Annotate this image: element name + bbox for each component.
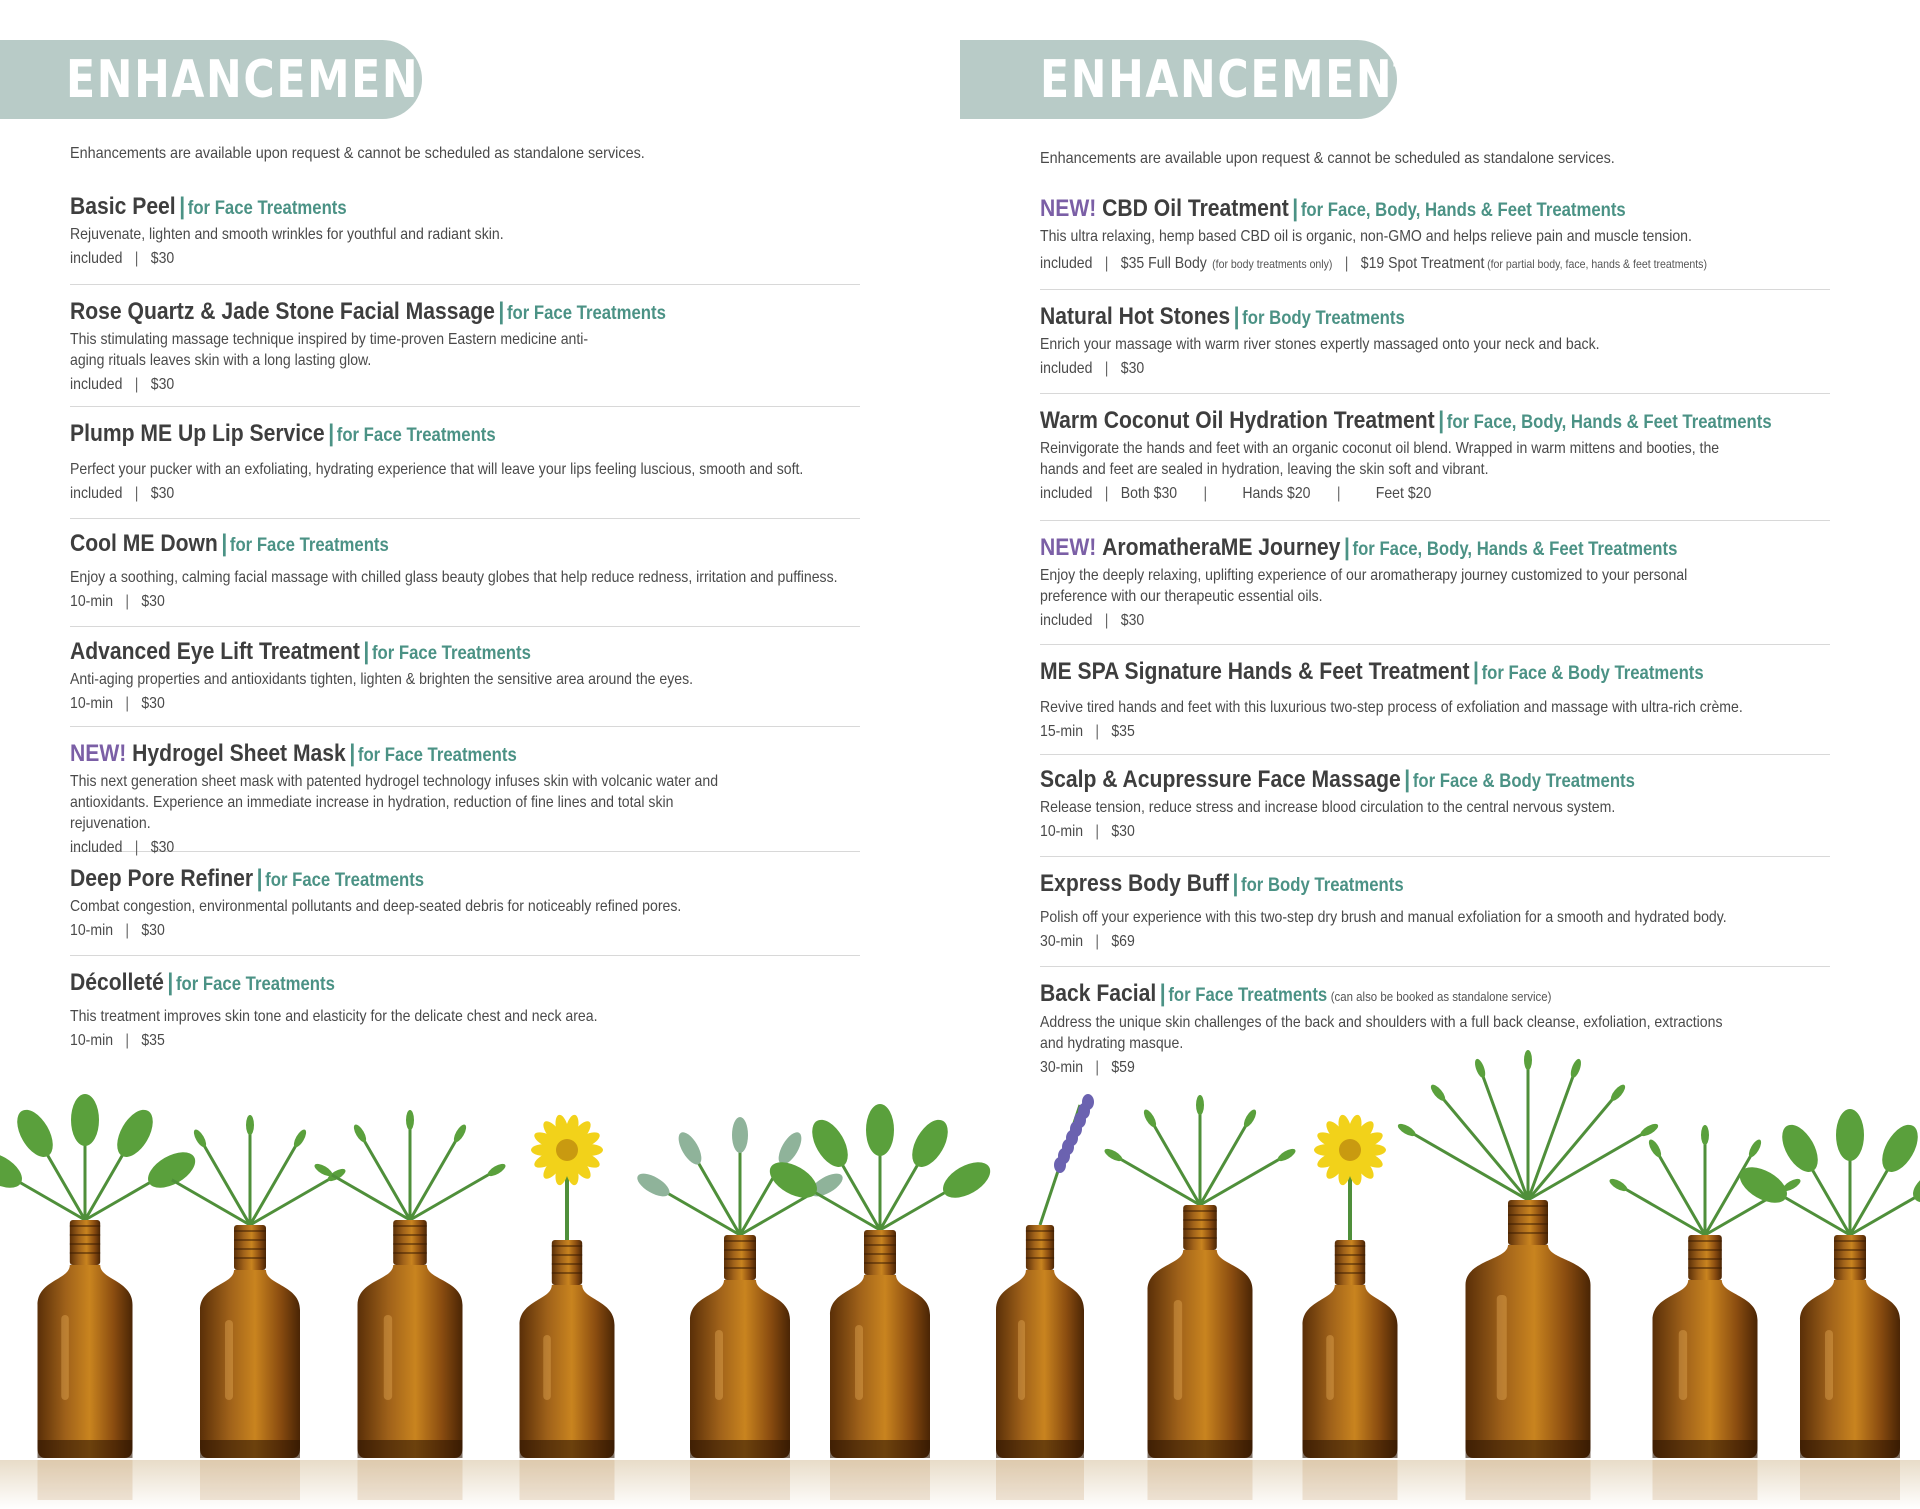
item-category: for Face, Body, Hands & Feet Treatments bbox=[1300, 200, 1626, 221]
list-item: Natural Hot Stones | for Body Treatments Enrich your massage with warm river stones expertly massaged onto your neck and back. included | $30 bbox=[1040, 290, 1830, 394]
item-category: for Face Treatments bbox=[371, 643, 531, 664]
new-badge: NEW! bbox=[1040, 195, 1097, 222]
item-duration: included bbox=[1040, 485, 1093, 502]
intro-text: Enhancements are available upon request & cannot be scheduled as standalone services. bbox=[1040, 150, 1615, 167]
item-duration: included bbox=[1040, 612, 1093, 629]
list-item: Scalp & Acupressure Face Massage | for Face & Body Treatments Release tension, reduce stress and increase blood circulation to the central nervous system. 10-min | $30 bbox=[1040, 755, 1830, 857]
list-item: NEW! Hydrogel Sheet Mask | for Face Treatments This next generation sheet mask with patented hydrogel technology infuses skin with volcanic water and antioxidants. Experience an immediate increase in hydration, reduction of fine lines and total skin rejuvenation. included | $30 bbox=[70, 727, 860, 852]
item-duration: 10-min bbox=[70, 593, 114, 610]
item-category: for Face Treatments bbox=[1168, 985, 1328, 1006]
item-price-hands: Hands $20 bbox=[1242, 485, 1311, 502]
item-name: Plump ME Up Lip Service bbox=[70, 420, 325, 447]
amber-bottle bbox=[1303, 1114, 1398, 1500]
item-price-spot: $19 Spot Treatment bbox=[1360, 255, 1485, 272]
item-category: for Face Treatments bbox=[175, 974, 335, 995]
list-item: Express Body Buff | for Body Treatments Polish off your experience with this two-step dry brush and manual exfoliation for a smooth and hydrated body. 30-min | $69 bbox=[1040, 857, 1830, 967]
item-category: for Face, Body, Hands & Feet Treatments bbox=[1352, 539, 1678, 560]
item-category: for Body Treatments bbox=[1242, 308, 1405, 329]
item-name: CBD Oil Treatment bbox=[1102, 195, 1289, 222]
item-name: Warm Coconut Oil Hydration Treatment bbox=[1040, 407, 1435, 434]
section-banner bbox=[960, 40, 1457, 119]
item-name: Cool ME Down bbox=[70, 530, 218, 557]
list-item: NEW! AromatheraME Journey | for Face, Body, Hands & Feet Treatments Enjoy the deeply relaxing, uplifting experience of our aromatherapy journey customized to your personal preference with our therapeutic essential oils. included | $30 bbox=[1040, 521, 1830, 645]
item-duration: included bbox=[70, 839, 123, 856]
item-name: Scalp & Acupressure Face Massage bbox=[1040, 766, 1401, 793]
item-category: for Face Treatments bbox=[357, 745, 517, 766]
item-price-both: Both $30 bbox=[1120, 485, 1178, 502]
new-badge: NEW! bbox=[70, 740, 127, 767]
flower-plant bbox=[1314, 1114, 1386, 1240]
item-description: Release tension, reduce stress and increase blood circulation to the central nervous system. bbox=[1040, 799, 1616, 816]
leaf-plant bbox=[764, 1104, 996, 1230]
item-category: for Face Treatments bbox=[229, 535, 389, 556]
flower-plant bbox=[531, 1114, 603, 1240]
item-description: Revive tired hands and feet with this luxurious two-step process of exfoliation and massage with ultra-rich crème. bbox=[1040, 699, 1743, 716]
item-price: $30 bbox=[141, 593, 165, 610]
item-name: AromatheraME Journey bbox=[1102, 534, 1341, 561]
amber-bottle bbox=[1103, 1095, 1298, 1500]
item-duration: 10-min bbox=[1040, 823, 1084, 840]
rosemary-plant bbox=[1396, 1050, 1660, 1200]
item-name: Décolleté bbox=[70, 969, 164, 996]
item-price-feet: Feet $20 bbox=[1375, 485, 1432, 502]
item-price: $59 bbox=[1111, 1059, 1135, 1076]
enhancement-list bbox=[70, 188, 860, 1056]
item-duration: 10-min bbox=[70, 695, 114, 712]
herb-plant bbox=[313, 1110, 508, 1220]
item-name: Rose Quartz & Jade Stone Facial Massage bbox=[70, 298, 495, 325]
item-name: Hydrogel Sheet Mask bbox=[132, 740, 346, 767]
item-price: $35 bbox=[141, 1032, 165, 1049]
herb-plant bbox=[1103, 1095, 1298, 1205]
amber-bottle bbox=[764, 1104, 996, 1500]
item-name: Natural Hot Stones bbox=[1040, 303, 1231, 330]
item-category: for Face, Body, Hands & Feet Treatments bbox=[1446, 412, 1772, 433]
essential-oil-bottles-photo bbox=[0, 1040, 1920, 1509]
lavender-plant bbox=[1040, 1094, 1094, 1225]
list-item: Back Facial | for Face Treatments (can also be booked as standalone service) Address the unique skin challenges of the back and shoulders with a full back cleanse, exfoliation, extractions and hydrating masque. 30-min | $59 bbox=[1040, 967, 1830, 1077]
item-duration: 30-min bbox=[1040, 1059, 1084, 1076]
item-description: Reinvigorate the hands and feet with an organic coconut oil blend. Wrapped in warm mittens and booties, the hands and feet are sealed in hydration, leaving the skin soft and vibrant. bbox=[1040, 440, 1720, 478]
item-description: Anti-aging properties and antioxidants tighten, lighten & brighten the sensitive area around the eyes. bbox=[70, 671, 694, 688]
amber-bottle bbox=[1396, 1050, 1660, 1500]
item-duration: 15-min bbox=[1040, 723, 1084, 740]
item-duration: 10-min bbox=[70, 1032, 114, 1049]
item-price: $30 bbox=[150, 376, 175, 393]
new-badge: NEW! bbox=[1040, 534, 1097, 561]
list-item: Décolleté | for Face Treatments This treatment improves skin tone and elasticity for the delicate chest and neck area. 10-min | $35 bbox=[70, 956, 860, 1056]
item-duration: 30-min bbox=[1040, 933, 1084, 950]
list-item: Cool ME Down | for Face Treatments Enjoy a soothing, calming facial massage with chilled glass beauty globes that help reduce redness, irritation and puffiness. 10-min | $30 bbox=[70, 519, 860, 627]
item-name: Advanced Eye Lift Treatment bbox=[70, 638, 360, 665]
item-description: This treatment improves skin tone and elasticity for the delicate chest and neck area. bbox=[70, 1008, 598, 1025]
item-price: $30 bbox=[1120, 612, 1145, 629]
list-item: ME SPA Signature Hands & Feet Treatment | for Face & Body Treatments Revive tired hands and feet with this luxurious two-step process of exfoliation and massage with ultra-rich crème. 15-min | $35 bbox=[1040, 645, 1830, 755]
banner-title: ENHANCEMENTS bbox=[66, 49, 483, 110]
item-name: ME SPA Signature Hands & Feet Treatment bbox=[1040, 658, 1470, 685]
item-price: $30 bbox=[1111, 823, 1135, 840]
item-description: This ultra relaxing, hemp based CBD oil is organic, non-GMO and helps relieve pain and muscle tension. bbox=[1040, 228, 1692, 245]
item-duration: included bbox=[1040, 255, 1093, 272]
item-price: $69 bbox=[1111, 933, 1135, 950]
item-description: Perfect your pucker with an exfoliating, hydrating experience that will leave your lips feeling luscious, smooth and soft. bbox=[70, 461, 804, 478]
item-duration: 10-min bbox=[70, 922, 114, 939]
item-price: $30 bbox=[141, 922, 165, 939]
amber-bottle bbox=[520, 1114, 615, 1500]
item-description: Polish off your experience with this two-step dry brush and manual exfoliation for a smooth and hydrated body. bbox=[1040, 909, 1727, 926]
amber-bottle bbox=[0, 1094, 201, 1500]
list-item: Plump ME Up Lip Service | for Face Treatments Perfect your pucker with an exfoliating, hydrating experience that will leave your lips feeling luscious, smooth and soft. included | $30 bbox=[70, 407, 860, 519]
item-price-full-body: $35 Full Body bbox=[1120, 255, 1207, 272]
item-price-note: (for body treatments only) bbox=[1212, 257, 1333, 271]
item-description: Enjoy the deeply relaxing, uplifting experience of our aromatherapy journey customized to your personal preference with our therapeutic essential oils. bbox=[1040, 567, 1688, 605]
item-price: $30 bbox=[141, 695, 165, 712]
item-name: Basic Peel bbox=[70, 193, 176, 220]
item-duration: included bbox=[70, 485, 123, 502]
item-description: Address the unique skin challenges of the back and shoulders with a full back cleanse, exfoliation, extractions and hydrating masque. bbox=[1040, 1014, 1723, 1052]
list-item: Advanced Eye Lift Treatment | for Face Treatments Anti-aging properties and antioxidants tighten, lighten & brighten the sensitive area around the eyes. 10-min | $30 bbox=[70, 627, 860, 727]
item-duration: included bbox=[70, 250, 123, 267]
amber-bottle bbox=[313, 1110, 508, 1500]
item-category: for Face Treatments bbox=[265, 870, 425, 891]
item-description: Enjoy a soothing, calming facial massage with chilled glass beauty globes that help reduce redness, irritation and puffiness. bbox=[70, 569, 838, 586]
item-price: $30 bbox=[150, 250, 175, 267]
item-description: Enrich your massage with warm river stones expertly massaged onto your neck and back. bbox=[1040, 336, 1600, 353]
item-category: for Body Treatments bbox=[1241, 875, 1404, 896]
leaf-plant bbox=[0, 1094, 201, 1220]
list-item: Deep Pore Refiner | for Face Treatments Combat congestion, environmental pollutants and deep-seated debris for noticeably refined pores. 10-min | $30 bbox=[70, 852, 860, 956]
item-name: Back Facial bbox=[1040, 980, 1157, 1007]
enhancement-list bbox=[1040, 192, 1830, 1077]
item-price: $35 bbox=[1111, 723, 1135, 740]
item-price: $30 bbox=[1120, 360, 1145, 377]
item-duration: included bbox=[1040, 360, 1093, 377]
amber-bottle bbox=[1734, 1109, 1920, 1500]
item-description: This next generation sheet mask with patented hydrogel technology infuses skin with volcanic water and antioxidants. Experience an immediate increase in hydration, reduction of fine lines and total skin rejuvenation. bbox=[70, 773, 719, 832]
banner-title: ENHANCEMENTS bbox=[1040, 49, 1457, 110]
intro-text: Enhancements are available upon request & cannot be scheduled as standalone services. bbox=[70, 145, 645, 162]
list-item: Basic Peel | for Face Treatments Rejuvenate, lighten and smooth wrinkles for youthful and radiant skin. included | $30 bbox=[70, 188, 860, 285]
item-category: for Face & Body Treatments bbox=[1412, 771, 1635, 792]
item-description: Rejuvenate, lighten and smooth wrinkles for youthful and radiant skin. bbox=[70, 226, 504, 243]
item-description: This stimulating massage technique inspired by time-proven Eastern medicine anti-aging rituals leaves skin with a long lasting glow. bbox=[70, 331, 589, 369]
item-name: Express Body Buff bbox=[1040, 870, 1229, 897]
item-name: Deep Pore Refiner bbox=[70, 865, 254, 892]
leaf-plant bbox=[1734, 1109, 1920, 1235]
list-item: Rose Quartz & Jade Stone Facial Massage | for Face Treatments This stimulating massage technique inspired by time-proven Eastern medicine anti-aging rituals leaves skin with a long lasting glow. included | $30 bbox=[70, 285, 860, 407]
item-category: for Face Treatments bbox=[336, 425, 496, 446]
item-description: Combat congestion, environmental pollutants and deep-seated debris for noticeably refined pores. bbox=[70, 898, 682, 915]
item-note: (can also be booked as standalone service) bbox=[1330, 989, 1552, 1004]
amber-bottle bbox=[634, 1117, 846, 1500]
item-price: $30 bbox=[150, 839, 175, 856]
item-category: for Face Treatments bbox=[187, 198, 347, 219]
item-price-note: (for partial body, face, hands & feet treatments) bbox=[1487, 257, 1707, 271]
item-price: $30 bbox=[150, 485, 175, 502]
list-item: NEW! CBD Oil Treatment | for Face, Body, Hands & Feet Treatments This ultra relaxing, hemp based CBD oil is organic, non-GMO and helps relieve pain and muscle tension. included | $35 Full Body (for body treatments only) | $19 Spot Treatment (for partial body, face, hands & feet treatments) bbox=[1040, 192, 1830, 290]
bottle-group bbox=[0, 1050, 1920, 1500]
amber-bottle bbox=[996, 1094, 1094, 1500]
item-duration: included bbox=[70, 376, 123, 393]
item-category: for Face & Body Treatments bbox=[1481, 663, 1704, 684]
section-banner bbox=[0, 40, 483, 119]
item-category: for Face Treatments bbox=[506, 303, 666, 324]
list-item: Warm Coconut Oil Hydration Treatment | for Face, Body, Hands & Feet Treatments Reinvigorate the hands and feet with an organic coconut oil blend. Wrapped in warm mittens and booties, the hands and feet are sealed in hydration, leaving the skin soft and vibrant. included | Both $30 | Hands $20 | Feet $20 bbox=[1040, 394, 1830, 521]
